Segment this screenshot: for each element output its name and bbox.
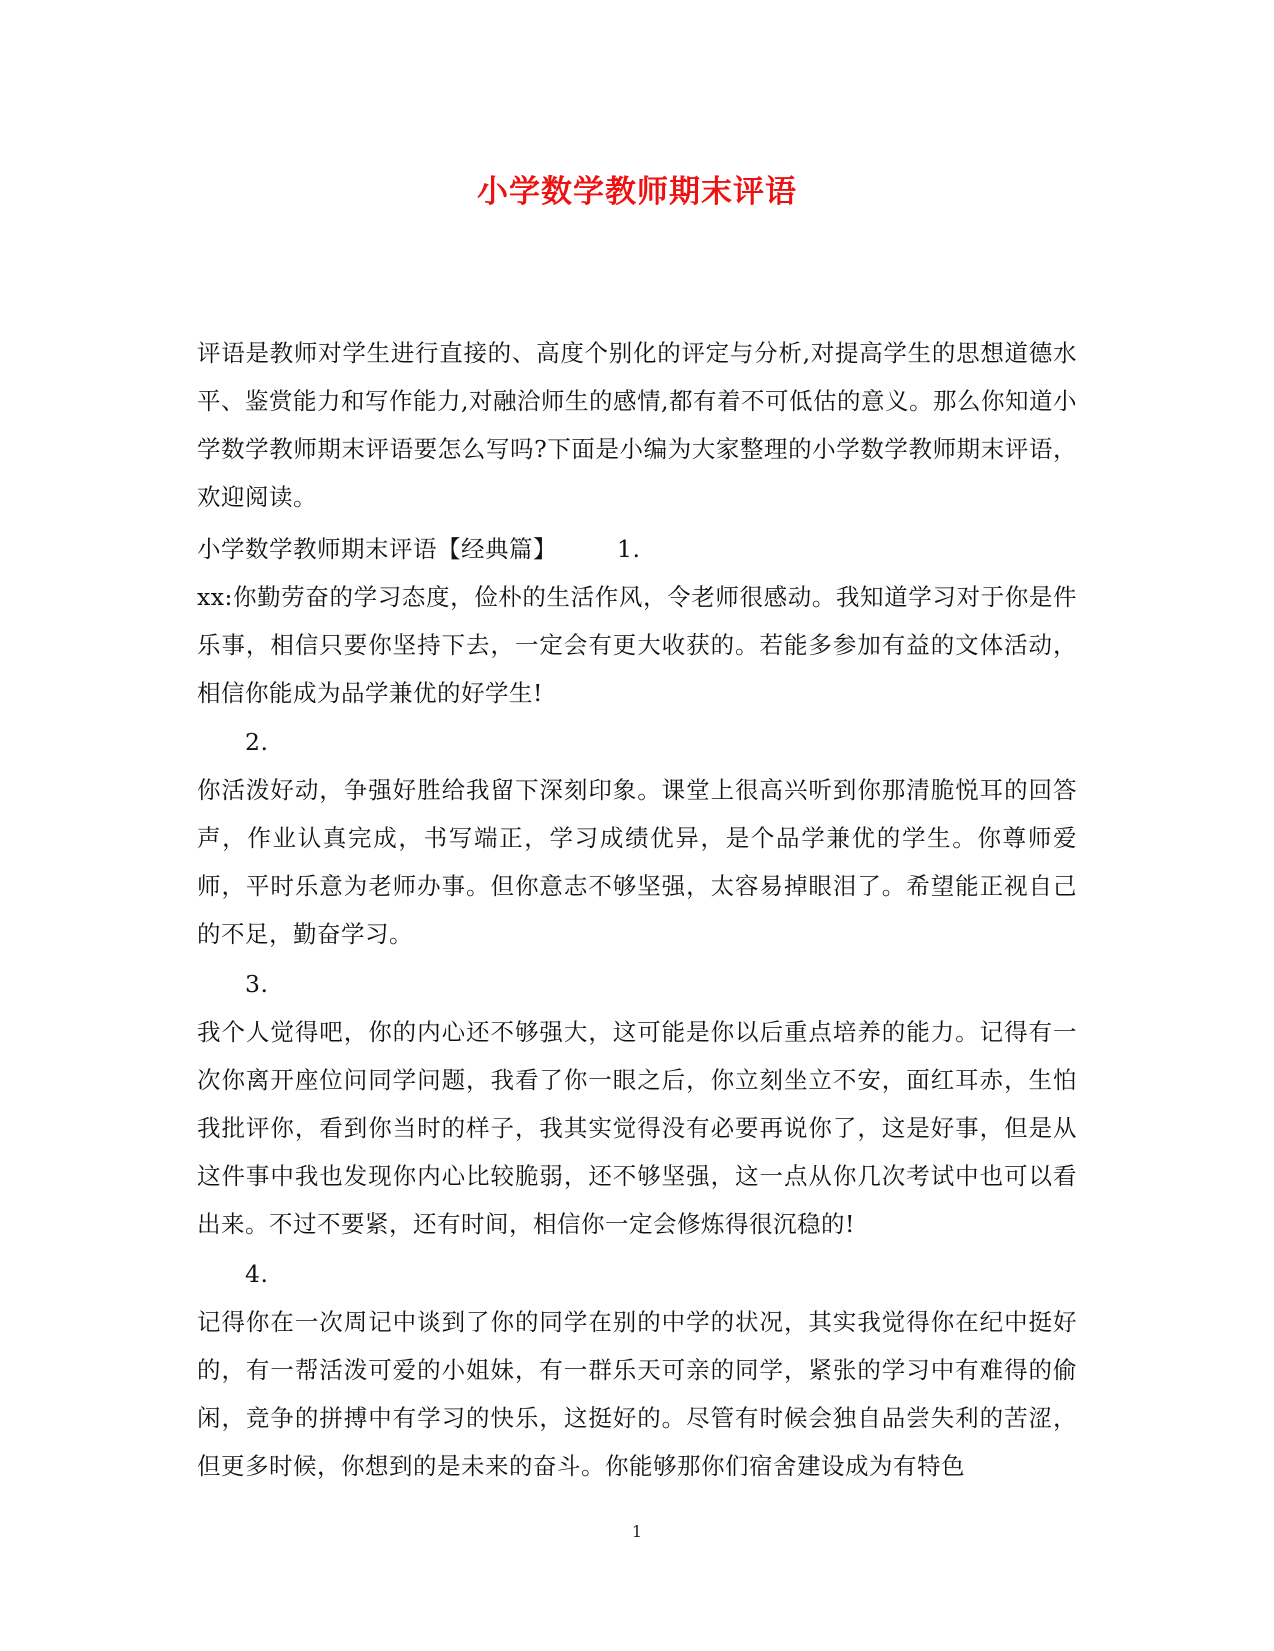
item-number-4: 4. [245,1260,269,1288]
comment-1-text: xx:你勤劳奋的学习态度，俭朴的生活作风，令老师很感动。我知道学习对于你是件乐事，相信只要你坚持下去，一定会有更大收获的。若能多参加有益的文体活动，相信你能成为品学兼优的好学生! [197,583,1077,707]
comment-3 [197,1008,1077,1248]
comment-4-text: 记得你在一次周记中谈到了你的同学在别的中学的状况，其实我觉得你在纪中挺好的，有一帮活泼可爱的小姐妹，有一群乐天可亲的同学，紧张的学习中有难得的偷闲，竞争的拼搏中有学习的快乐，这挺好的。尽管有时候会独自品尝失利的苦涩，但更多时候，你想到的是未来的奋斗。你能够那你们宿舍建设成为有特色 [197,1308,1077,1480]
comment-3-text: 我个人觉得吧，你的内心还不够强大，这可能是你以后重点培养的能力。记得有一次你离开座位问同学问题，我看了你一眼之后，你立刻坐立不安，面红耳赤，生怕我批评你，看到你当时的样子，我其实觉得没有必要再说你了，这是好事，但是从这件事中我也发现你内心比较脆弱，还不够坚强，这一点从你几次考试中也可以看出来。不过不要紧，还有时间，相信你一定会修炼得很沉稳的! [197,1018,1077,1238]
comment-2 [197,766,1077,958]
item-number-line-4 [197,1250,1077,1298]
intro-paragraph [197,329,1077,521]
section-heading-line [197,525,1077,573]
comment-2-text: 你活泼好动，争强好胜给我留下深刻印象。课堂上很高兴听到你那清脆悦耳的回答声，作业认真完成，书写端正，学习成绩优异，是个品学兼优的学生。你尊师爱师，平时乐意为老师办事。但你意志不够坚强，太容易掉眼泪了。希望能正视自己的不足，勤奋学习。 [197,776,1077,948]
section-heading: 小学数学教师期末评语【经典篇】 [197,535,557,563]
comment-1 [197,573,1077,717]
page-number: 1 [631,1522,643,1541]
intro-text: 评语是教师对学生进行直接的、高度个别化的评定与分析,对提高学生的思想道德水平、鉴赏能力和写作能力,对融洽师生的感情,都有着不可低估的意义。那么你知道小学数学教师期末评语要怎么写吗?下面是小编为大家整理的小学数学教师期末评语，欢迎阅读。 [197,339,1077,511]
item-number-1: 1. [617,535,641,563]
comment-4 [197,1298,1077,1490]
item-number-line-2 [197,718,1077,766]
item-number-2: 2. [245,728,269,756]
item-number-3: 3. [245,970,269,998]
document-title: 小学数学教师期末评语 [477,174,797,210]
item-number-line-3 [197,960,1077,1008]
